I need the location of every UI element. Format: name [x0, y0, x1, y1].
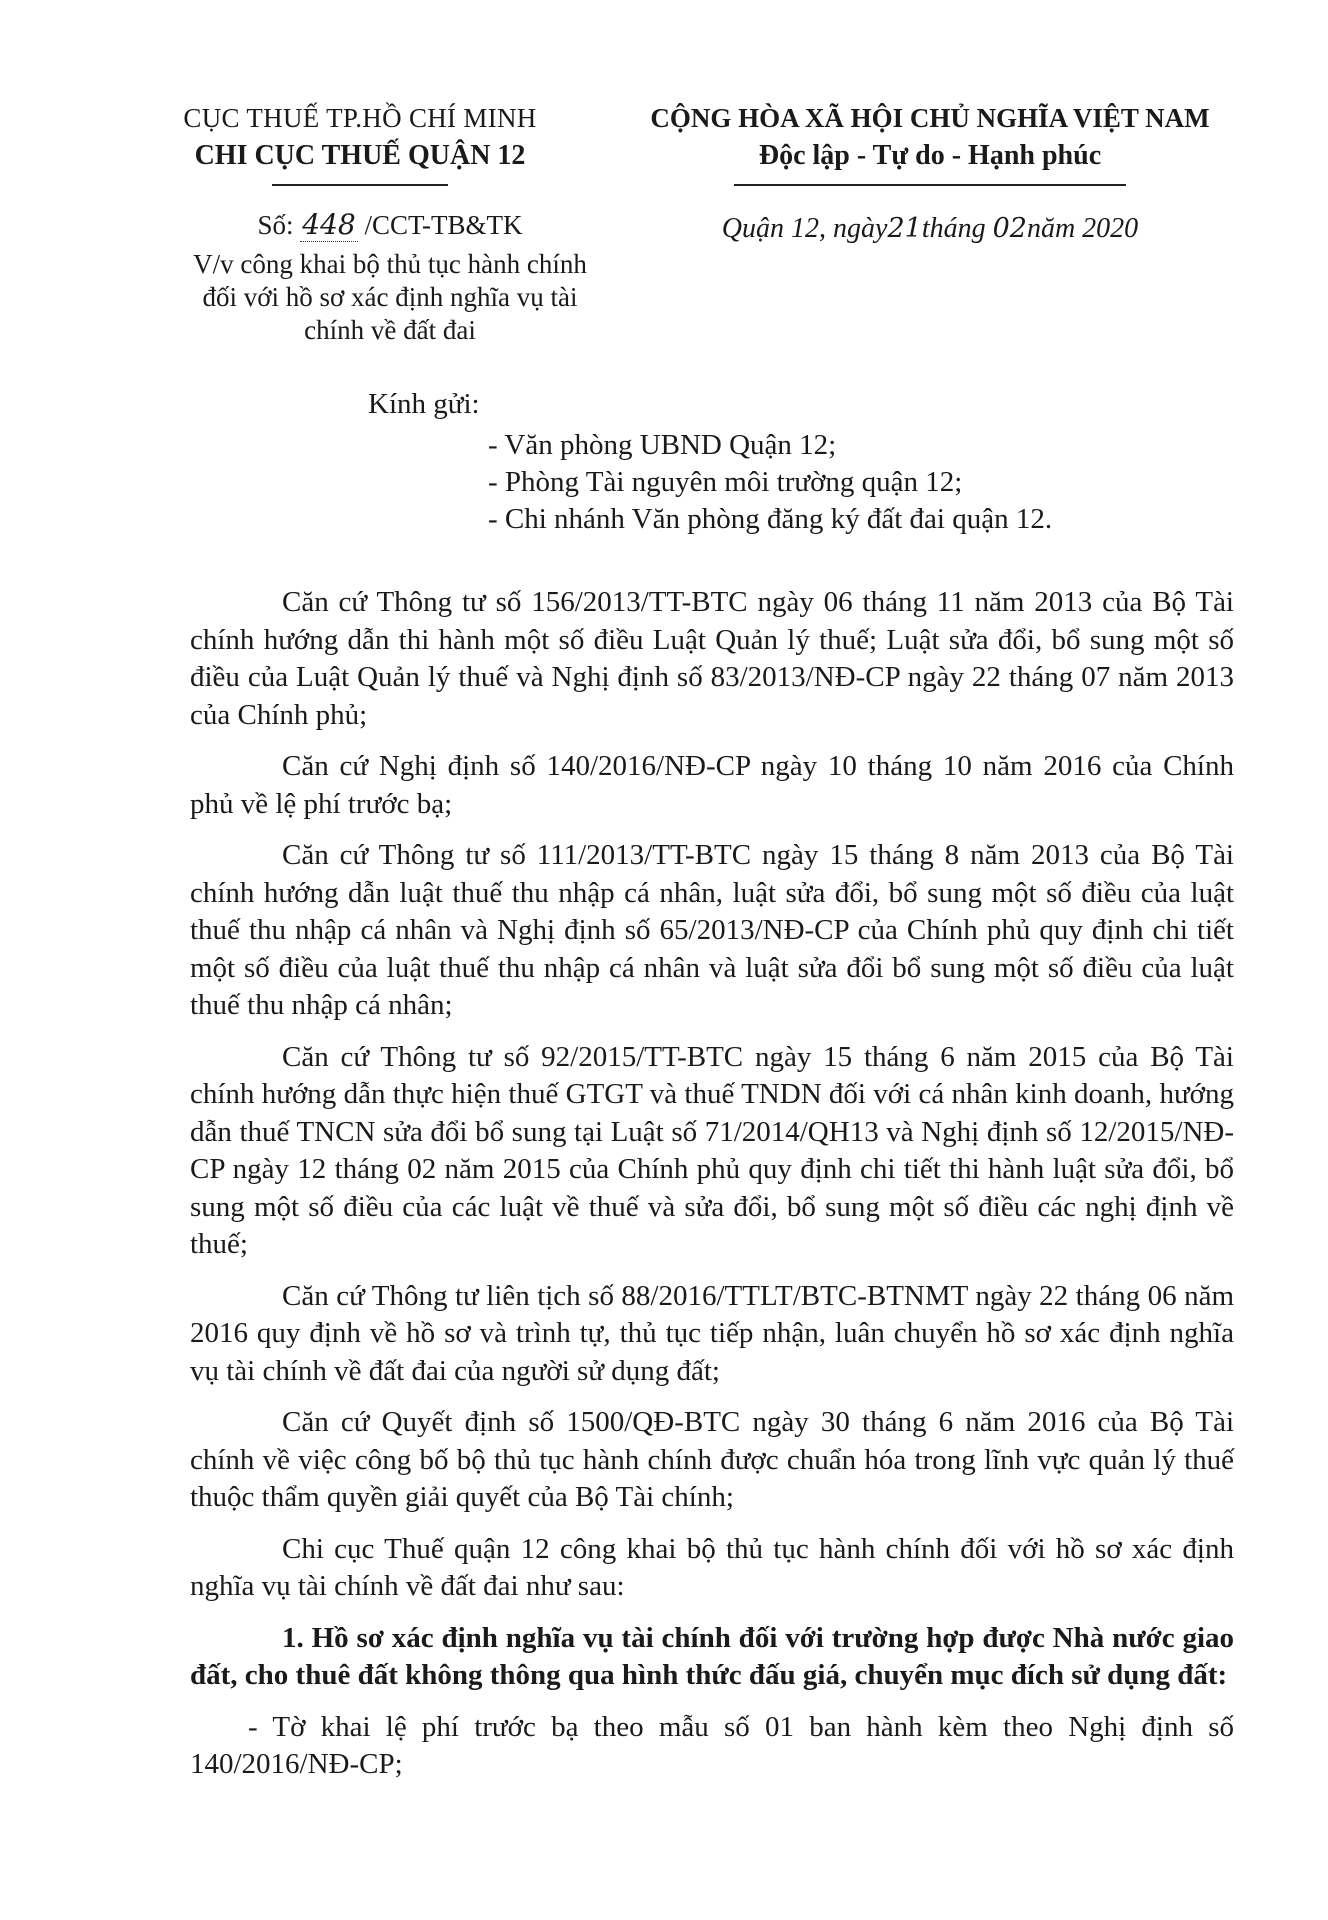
document-body	[190, 584, 1234, 1798]
subject-line: đối với hồ sơ xác định nghĩa vụ tài	[202, 282, 578, 312]
month-handwritten: 02	[992, 213, 1027, 244]
recipient-item: - Chi nhánh Văn phòng đăng ký đất đai quận 12.	[488, 503, 1053, 535]
legal-basis-paragraph: Căn cứ Thông tư số 92/2015/TT-BTC ngày 15 tháng 6 năm 2015 của Bộ Tài chính hướng dẫn thực hiện thuế GTGT và thuế TNDN đối với cá nhân kinh doanh, hướng dẫn thuế TNCN sửa đổi bổ sung tại Luật số 71/2014/QH13 và Nghị định số 12/2015/NĐ-CP ngày 12 tháng 02 năm 2015 của Chính phủ quy định chi tiết thi hành luật sửa đổi, bổ sung một số điều của các luật về thuế và sửa đổi, bổ sung một số điều các nghị định về thuế;	[190, 1040, 1234, 1260]
legal-basis-paragraph: Căn cứ Nghị định số 140/2016/NĐ-CP ngày 10 tháng 10 năm 2016 của Chính phủ về lệ phí trước bạ;	[190, 750, 1234, 820]
place-prefix: Quận 12, ngày	[721, 213, 888, 244]
day-handwritten: 21	[887, 213, 922, 244]
motto-underline	[734, 184, 1126, 186]
legal-basis-paragraph: Căn cứ Quyết định số 1500/QĐ-BTC ngày 30 tháng 6 năm 2016 của Bộ Tài chính về việc công bố bộ thủ tục hành chính được chuẩn hóa trong lĩnh vực quản lý thuế thuộc thẩm quyền giải quyết của Bộ Tài chính;	[190, 1406, 1234, 1513]
parent-agency: CỤC THUẾ TP.HỒ CHÍ MINH	[183, 103, 537, 133]
announcement-paragraph: Chi cục Thuế quận 12 công khai bộ thủ tục hành chính đối với hồ sơ xác định nghĩa vụ tài chính về đất đai như sau:	[190, 1532, 1234, 1602]
agency-name: CHI CỤC THUẾ QUẬN 12	[194, 140, 526, 171]
recipients-greeting: Kính gửi:	[368, 388, 480, 420]
agency-underline	[272, 184, 448, 186]
place-and-date	[640, 212, 1220, 246]
nation-title: CỘNG HÒA XÃ HỘI CHỦ NGHĨA VIỆT NAM	[650, 103, 1210, 133]
doc-number-suffix: /CCT-TB&TK	[357, 210, 523, 240]
national-title-block	[640, 100, 1220, 186]
legal-basis-paragraph: Căn cứ Thông tư liên tịch số 88/2016/TTLT/BTC-BTNMT ngày 22 tháng 06 năm 2016 quy định về hồ sơ và trình tự, thủ tục tiếp nhận, luân chuyển hồ sơ xác định nghĩa vụ tài chính về đất đai của người sử dụng đất;	[190, 1279, 1234, 1387]
document-subject	[150, 248, 630, 347]
document-number	[150, 208, 630, 242]
legal-basis-paragraph: Căn cứ Thông tư số 156/2013/TT-BTC ngày 06 tháng 11 năm 2013 của Bộ Tài chính hướng dẫn thi hành một số điều Luật Quản lý thuế; Luật sửa đổi, bổ sung một số điều của Luật Quản lý thuế và Nghị định số 83/2013/NĐ-CP ngày 22 tháng 07 năm 2013 của Chính phủ;	[190, 586, 1234, 731]
recipients-block	[368, 386, 1228, 538]
subject-line: V/v công khai bộ thủ tục hành chính	[193, 249, 587, 279]
section-list-item: - Tờ khai lệ phí trước bạ theo mẫu số 01 ban hành kèm theo Nghị định số 140/2016/NĐ-CP;	[190, 1710, 1234, 1780]
issuing-agency-block	[150, 100, 570, 186]
subject-line: chính về đất đai	[304, 315, 476, 345]
month-label: tháng	[921, 213, 986, 244]
recipient-item: - Văn phòng UBND Quận 12;	[488, 429, 837, 461]
year-label: năm 2020	[1026, 213, 1139, 244]
legal-basis-paragraph: Căn cứ Thông tư số 111/2013/TT-BTC ngày 15 tháng 8 năm 2013 của Bộ Tài chính hướng dẫn luật thuế thu nhập cá nhân, luật sửa đổi, bổ sung một số điều của luật thuế thu nhập cá nhân và Nghị định số 65/2013/NĐ-CP của Chính phủ quy định chi tiết một số điều của luật thuế thu nhập cá nhân và luật sửa đổi bổ sung một số điều của luật thuế thu nhập cá nhân;	[190, 839, 1234, 1021]
section-heading: 1. Hồ sơ xác định nghĩa vụ tài chính đối với trường hợp được Nhà nước giao đất, cho thuê đất không thông qua hình thức đấu giá, chuyển mục đích sử dụng đất:	[190, 1621, 1234, 1691]
national-motto: Độc lập - Tự do - Hạnh phúc	[758, 140, 1102, 171]
doc-number-prefix: Số:	[257, 210, 301, 240]
recipient-item: - Phòng Tài nguyên môi trường quận 12;	[488, 466, 963, 498]
doc-number-handwritten: 448	[302, 208, 356, 241]
